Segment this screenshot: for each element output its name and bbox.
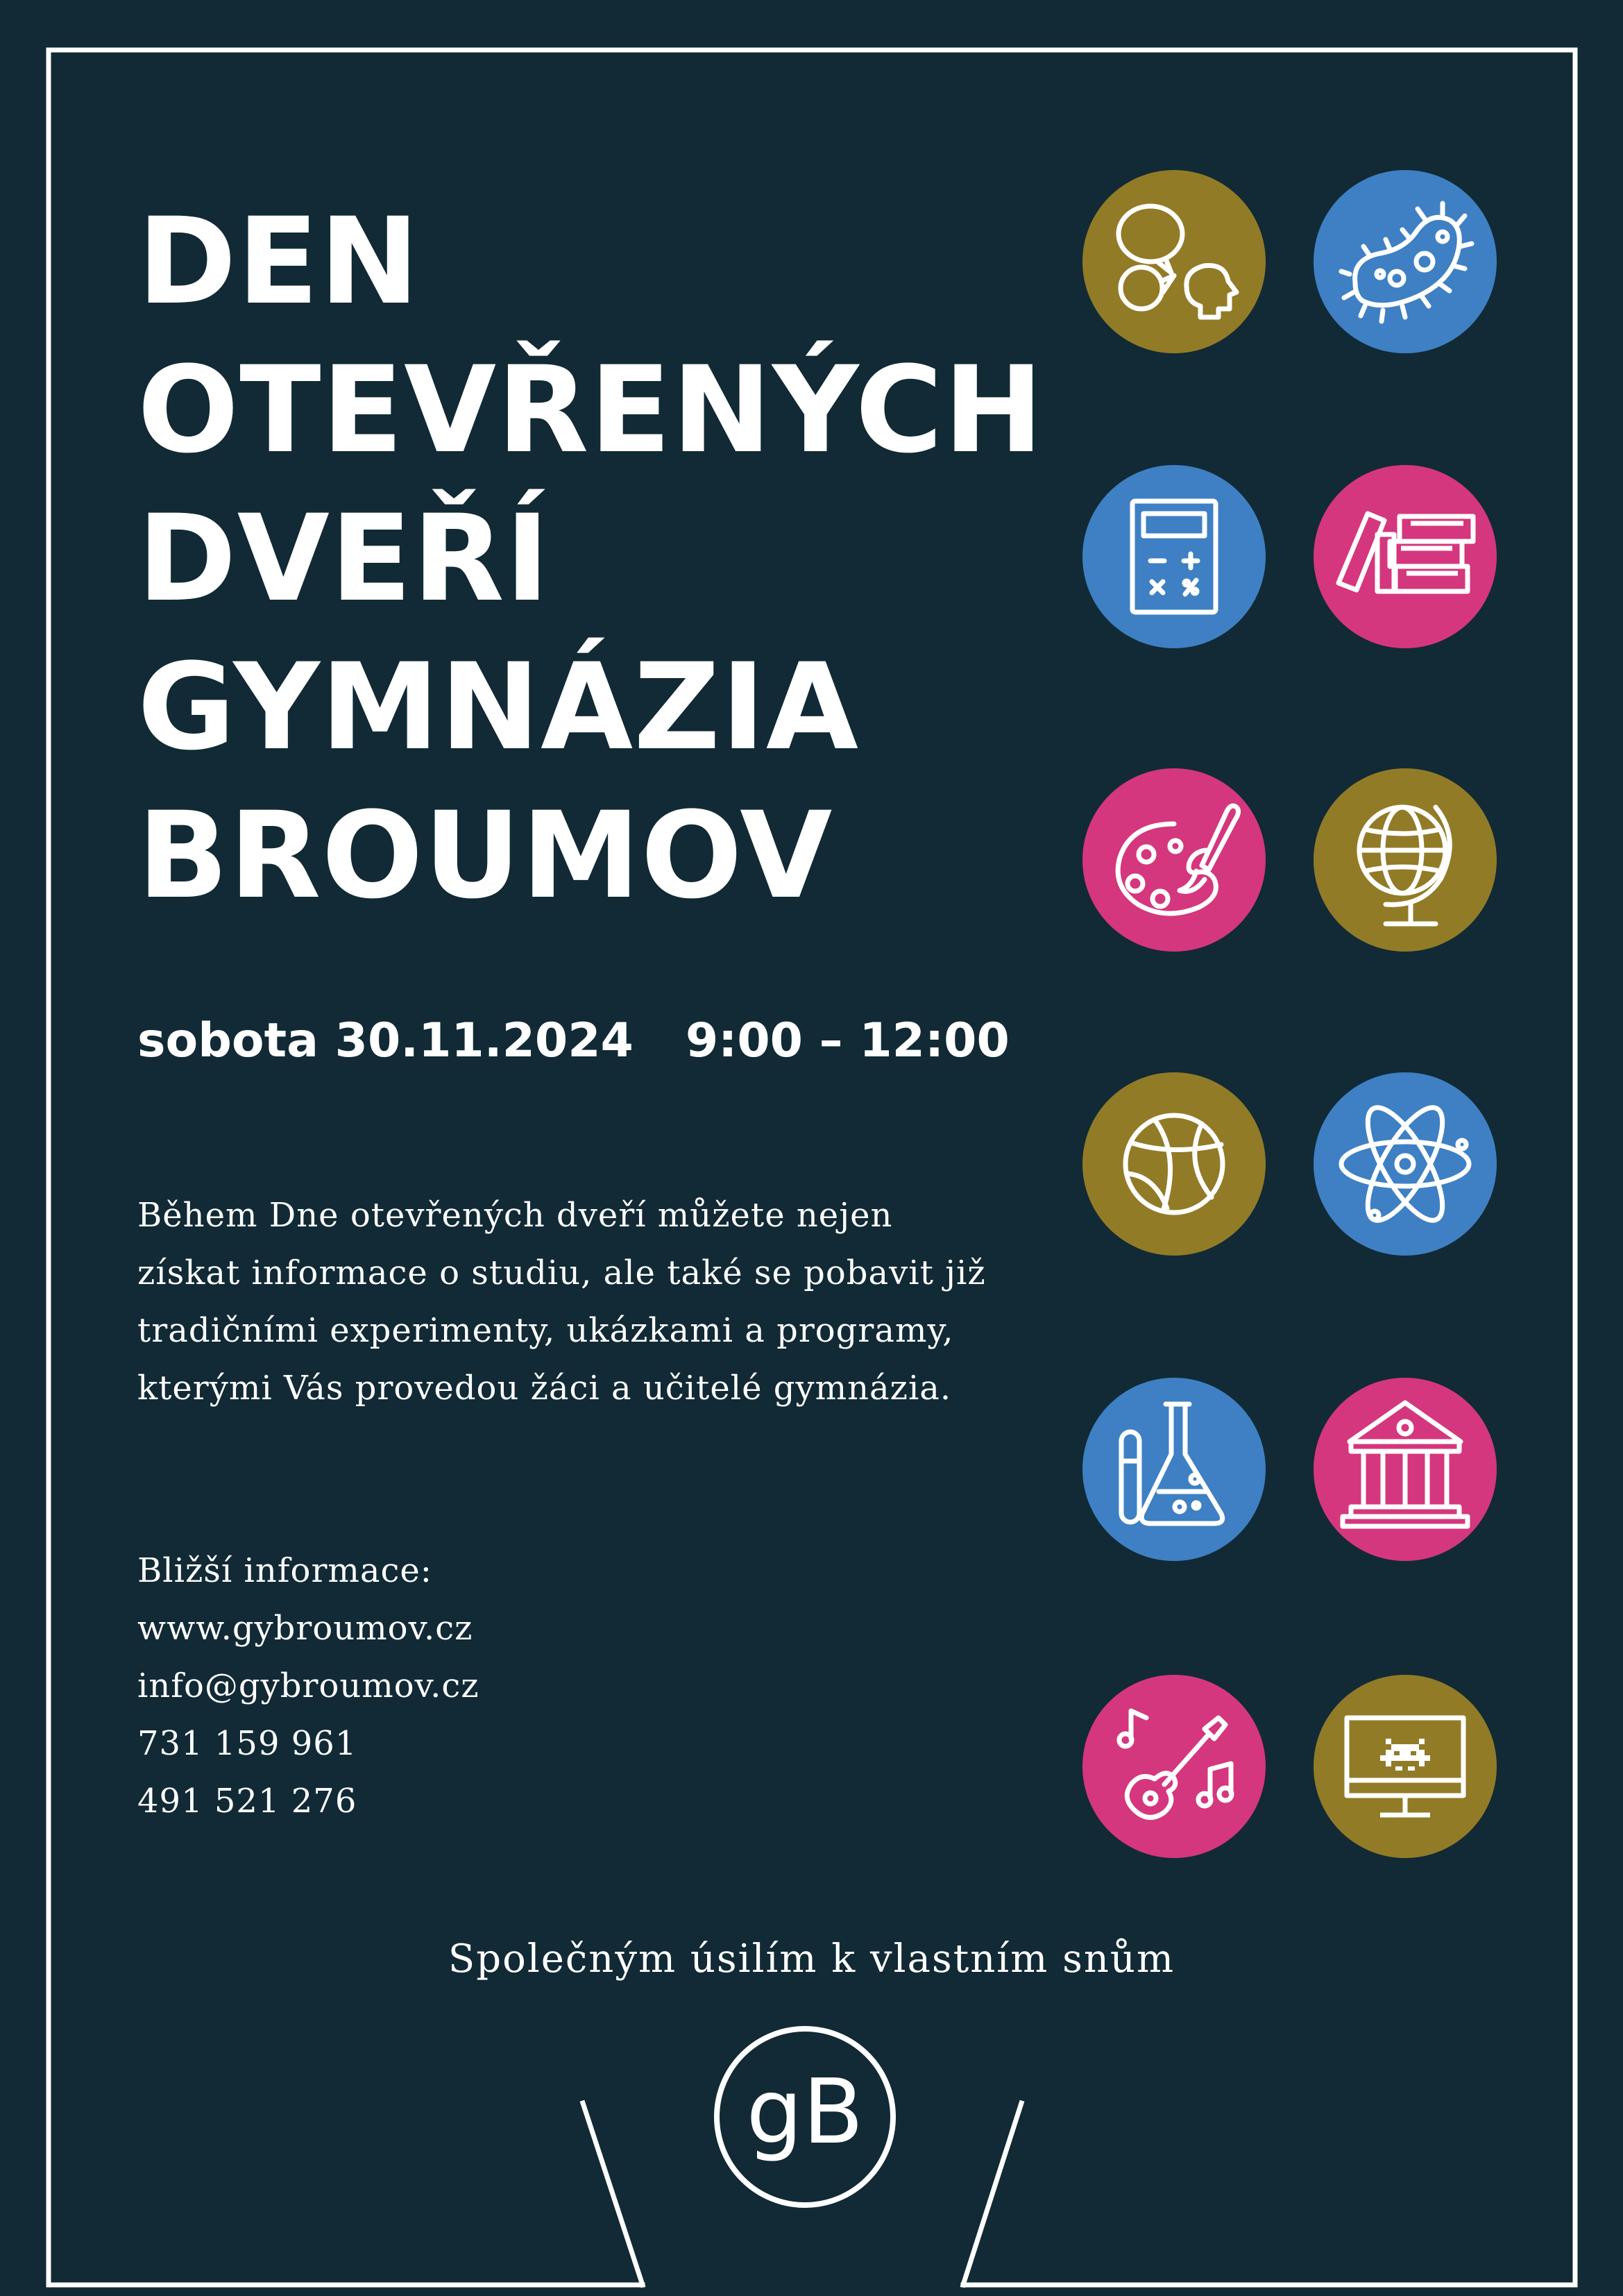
event-date: sobota 30.11.2024 xyxy=(137,1013,634,1068)
bacteria-icon xyxy=(1314,170,1497,353)
music-guitar-icon xyxy=(1082,1675,1266,1858)
page-title xyxy=(137,187,1044,930)
title-line: OTEVŘENÝCH xyxy=(137,340,1044,480)
motto: Společným úsilím k vlastním snům xyxy=(448,1936,1175,1982)
title-line: DVEŘÍ xyxy=(137,489,550,628)
website-link[interactable]: www.gybroumov.cz xyxy=(137,1609,473,1648)
monitor-space-invader-icon xyxy=(1314,1675,1497,1858)
contact-block xyxy=(137,1542,479,1830)
globe-icon xyxy=(1314,768,1497,952)
phone-number: 731 159 961 xyxy=(137,1724,357,1763)
title-line: GYMNÁZIA xyxy=(137,637,859,777)
speech-bubbles-icon xyxy=(1082,170,1266,353)
atom-icon xyxy=(1314,1072,1497,1256)
basketball-icon xyxy=(1082,1072,1266,1256)
event-datetime xyxy=(137,1013,1010,1068)
email-link[interactable]: info@gybroumov.cz xyxy=(137,1666,479,1705)
books-icon xyxy=(1314,465,1497,648)
title-line: BROUMOV xyxy=(137,786,833,925)
museum-building-icon xyxy=(1314,1378,1497,1561)
contact-heading: Bližší informace: xyxy=(137,1551,432,1590)
school-logo xyxy=(711,2023,899,2211)
logo-text: gB xyxy=(746,2061,864,2164)
calculator-icon xyxy=(1082,465,1266,648)
title-line: DEN xyxy=(137,192,420,331)
event-description: Během Dne otevřených dveří můžete nejen získat informace o studiu, ale také se pobavit již tradičními experimenty, ukázkami a programy, kterými Vás provedou žáci a učitelé gymnázia. xyxy=(137,1196,986,1408)
palette-icon xyxy=(1082,768,1266,952)
phone-number: 491 521 276 xyxy=(137,1782,357,1821)
laboratory-flask-icon xyxy=(1082,1378,1266,1561)
event-time: 9:00 – 12:00 xyxy=(685,1013,1010,1068)
